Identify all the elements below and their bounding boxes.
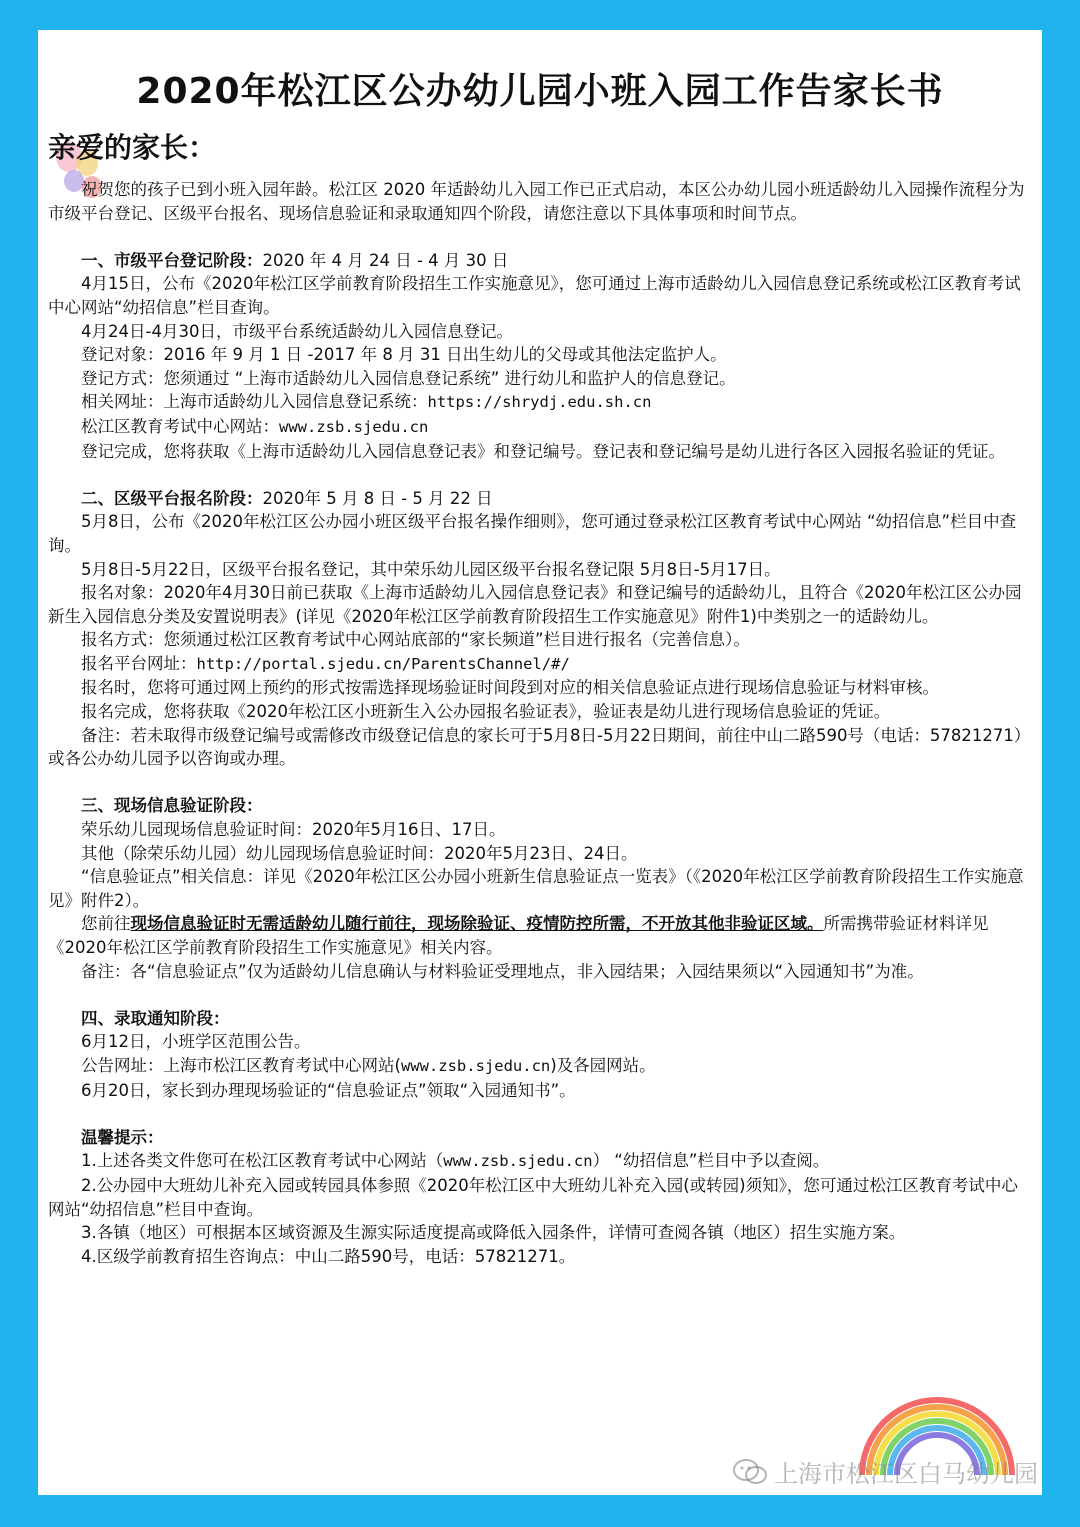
notice-body xyxy=(48,178,1034,1268)
section-2-note: 备注：若未取得市级登记编号或需修改市级登记信息的家长可于5月8日-5月22日期间，前往中山二路590号（电话：57821271）或各公办幼儿园予以咨询或办理。 xyxy=(48,725,1031,769)
section-1-heading: 一、市级平台登记阶段：2020 年 4 月 24 日 - 4 月 30 日 xyxy=(81,250,509,270)
tip-item: 2.公办园中大班幼儿补充入园或转园具体参照《2020年松江区中大班幼儿补充入园(或转园)须知》，您可通过松江区教育考试中心网站“幼招信息”栏目中查询。 xyxy=(48,1175,1018,1219)
section-3-heading: 三、现场信息验证阶段： xyxy=(81,796,263,816)
section-2-paragraph: 报名完成，您将获取《2020年松江区小班新生入公办园报名验证表》，验证表是幼儿进行现场信息验证的凭证。 xyxy=(81,702,891,722)
registration-platform-url[interactable]: http://portal.sjedu.cn/ParentsChannel/#/ xyxy=(196,654,570,673)
section-1-paragraph: 4月24日-4月30日，市级平台系统适龄幼儿入园信息登记。 xyxy=(81,321,513,341)
greeting: 亲爱的家长： xyxy=(48,131,217,164)
section-3-paragraph: “信息验证点”相关信息：详见《2020年松江区公办园小班新生信息验证点一览表》（《2020年松江区学前教育阶段招生工作实施意见》附件2）。 xyxy=(48,867,1024,910)
section-1-dates: 2020 年 4 月 24 日 - 4 月 30 日 xyxy=(262,250,509,270)
tip-item: 1.上述各类文件您可在松江区教育考试中心网站（www.zsb.sjedu.cn） “幼招信息”栏目中予以查阅。 xyxy=(81,1151,830,1171)
exam-center-url[interactable]: www.zsb.sjedu.cn xyxy=(443,1152,593,1171)
section-2-paragraph: 报名方式：您须通过松江区教育考试中心网站底部的“家长频道”栏目进行报名（完善信息）。 xyxy=(81,630,750,650)
section-2-link-line: 报名平台网址：http://portal.sjedu.cn/ParentsChannel/#/ xyxy=(81,653,570,673)
section-2-dates: 2020年 5 月 8 日 - 5 月 22 日 xyxy=(262,488,493,508)
exam-center-url[interactable]: www.zsb.sjedu.cn xyxy=(279,417,429,436)
section-4-paragraph: 6月12日，小班学区范围公告。 xyxy=(81,1032,311,1052)
section-2-paragraph: 5月8日，公布《2020年松江区公办园小班区级平台报名操作细则》，您可通过登录松江区教育考试中心网站 “幼招信息”栏目中查询。 xyxy=(48,512,1017,555)
section-1-paragraph: 登记完成，您将获取《上海市适龄幼儿入园信息登记表》和登记编号。登记表和登记编号是幼儿进行各区入园报名验证的凭证。 xyxy=(81,441,1005,461)
section-2-paragraph: 报名时，您将可通过网上预约的形式按需选择现场验证时间段到对应的相关信息验证点进行现场信息验证与材料审核。 xyxy=(81,678,939,698)
section-3-paragraph: 您前往现场信息验证时无需适龄幼儿随行前往，现场除验证、疫情防控所需，不开放其他非验证区域。所需携带验证材料详见《2020年松江区学前教育阶段招生工作实施意见》相关内容。 xyxy=(48,914,989,957)
page-title: 2020年松江区公办幼儿园小班入园工作告家长书 xyxy=(136,71,944,112)
section-3-paragraph: 荣乐幼儿园现场信息验证时间：2020年5月16日、17日。 xyxy=(81,820,506,840)
section-2-heading: 二、区级平台报名阶段：2020年 5 月 8 日 - 5 月 22 日 xyxy=(81,488,493,508)
tip-item: 3.各镇（地区）可根据本区域资源及生源实际适度提高或降低入园条件，详情可查阅各镇（地区）招生实施方案。 xyxy=(81,1223,906,1243)
wechat-icon xyxy=(732,1458,768,1486)
watermark-text: 上海市松江区白马幼儿园 xyxy=(774,1460,1038,1488)
section-1-paragraph: 登记对象：2016 年 9 月 1 日 -2017 年 8 月 31 日出生幼儿的父母或其他法定监护人。 xyxy=(81,345,727,365)
exam-center-url[interactable]: www.zsb.sjedu.cn xyxy=(400,1056,551,1075)
section-4-paragraph: 6月20日，家长到办理现场验证的“信息验证点”领取“入园通知书”。 xyxy=(81,1080,576,1100)
section-3-paragraph: 其他（除荣乐幼儿园）幼儿园现场信息验证时间：2020年5月23日、24日。 xyxy=(81,843,638,863)
section-1-link-line: 松江区教育考试中心网站：www.zsb.sjedu.cn xyxy=(81,416,429,436)
notice-sheet xyxy=(38,30,1042,1495)
tip-item: 4.区级学前教育招生咨询点：中山二路590号，电话：57821271。 xyxy=(81,1246,576,1266)
emphasis-text: 现场信息验证时无需适龄幼儿随行前往，现场除验证、疫情防控所需，不开放其他非验证区域。 xyxy=(130,914,824,934)
section-2-paragraph: 5月8日-5月22日，区级平台报名登记，其中荣乐幼儿园区级平台报名登记限 5月8日-5月17日。 xyxy=(81,559,781,579)
section-4-heading: 四、录取通知阶段： xyxy=(81,1008,230,1028)
intro-paragraph: 祝贺您的孩子已到小班入园年龄。松江区 2020 年适龄幼儿入园工作已正式启动，本区公办幼儿园小班适龄幼儿入园操作流程分为市级平台登记、区级平台报名、现场信息验证和录取通知四个阶段，请您注意以下具体事项和时间节点。 xyxy=(48,180,1025,223)
section-4-link-line: 公告网址：上海市松江区教育考试中心网站(www.zsb.sjedu.cn)及各园网站。 xyxy=(81,1055,656,1075)
section-3-note: 备注：各“信息验证点”仅为适龄幼儿信息确认与材料验证受理地点，非入园结果；入园结果须以“入园通知书”为准。 xyxy=(81,961,924,981)
tips-heading: 温馨提示： xyxy=(81,1127,164,1147)
registration-system-url[interactable]: https://shrydj.edu.sh.cn xyxy=(427,393,652,412)
section-1-link-line: 相关网址：上海市适龄幼儿入园信息登记系统：https://shrydj.edu.sh.cn xyxy=(81,392,652,412)
watermark xyxy=(732,1454,1038,1489)
section-1-paragraph: 登记方式：您须通过 “上海市适龄幼儿入园信息登记系统” 进行幼儿和监护人的信息登记。 xyxy=(81,368,736,388)
section-1-paragraph: 4月15日，公布《2020年松江区学前教育阶段招生工作实施意见》，您可通过上海市适龄幼儿入园信息登记系统或松江区教育考试中心网站“幼招信息”栏目查询。 xyxy=(48,274,1021,317)
section-2-paragraph: 报名对象：2020年4月30日前已获取《上海市适龄幼儿入园信息登记表》和登记编号的适龄幼儿，且符合《2020年松江区公办园新生入园信息分类及安置说明表》(详见《2020年松江区学前教育阶段招生工作实施意见》附件1)中类别之一的适龄幼儿。 xyxy=(48,583,1022,626)
